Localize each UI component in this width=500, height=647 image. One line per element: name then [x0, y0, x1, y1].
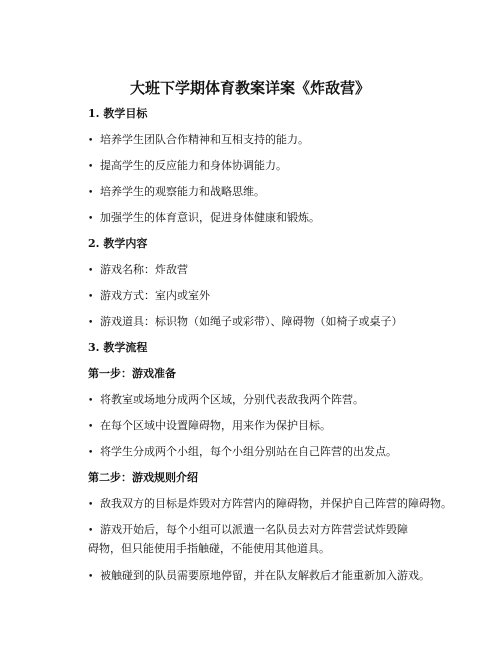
section-heading-content: 2. 教学内容 [88, 237, 148, 250]
list-item [88, 496, 452, 513]
step-heading-rules: 第二步：游戏规则介绍 [88, 471, 198, 484]
bullet-icon: • [88, 214, 94, 224]
list-item-text: 游戏名称：炸敌营 [100, 263, 188, 276]
list-item-text: 加强学生的体育意识，促进身体健康和锻炼。 [100, 211, 320, 224]
list-item [88, 568, 430, 585]
bullet-icon: • [88, 292, 94, 302]
list-item [88, 444, 397, 461]
bullet-icon: • [88, 266, 94, 276]
list-item-text: 被触碰到的队员需要原地停留，并在队友解救后才能重新加入游戏。 [100, 569, 430, 582]
step-heading-preparation: 第一步：游戏准备 [88, 367, 176, 380]
list-item-text: 游戏道具：标识物（如绳子或彩带）、障碍物（如椅子或桌子） [100, 315, 403, 328]
bullet-icon: • [88, 526, 94, 536]
list-item [88, 288, 210, 305]
list-item-text: 将教室或场地分成两个区域，分别代表敌我两个阵营。 [100, 393, 364, 406]
bullet-icon: • [88, 136, 94, 146]
list-item-text: 培养学生的观察能力和战略思维。 [100, 185, 265, 198]
bullet-icon: • [88, 318, 94, 328]
section-heading-process: 3. 教学流程 [88, 341, 148, 354]
list-item [88, 418, 331, 435]
list-item [88, 262, 188, 279]
list-item-text: 在每个区域中设置障碍物，用来作为保护目标。 [100, 419, 331, 432]
list-item-text: 游戏方式：室内或室外 [100, 289, 210, 302]
list-item [88, 314, 403, 331]
section-heading-objectives: 1. 教学目标 [88, 107, 148, 120]
bullet-icon: • [88, 162, 94, 172]
list-item [88, 158, 287, 175]
list-item-text: 将学生分成两个小组，每个小组分别站在自己阵营的出发点。 [100, 445, 397, 458]
list-item [88, 392, 364, 409]
list-item-text: 敌我双方的目标是炸毁对方阵营内的障碍物，并保护自己阵营的障碍物。 [100, 497, 452, 510]
list-item [88, 210, 320, 227]
bullet-icon: • [88, 396, 94, 406]
bullet-icon: • [88, 448, 94, 458]
bullet-icon: • [88, 572, 94, 582]
bullet-icon: • [88, 422, 94, 432]
bullet-icon: • [88, 188, 94, 198]
list-item-text: 提高学生的反应能力和身体协调能力。 [100, 159, 287, 172]
document-title: 大班下学期体育教案详案《炸敌营》 [129, 79, 370, 97]
bullet-icon: • [88, 500, 94, 510]
list-item [88, 132, 309, 149]
list-item [88, 521, 418, 557]
list-item-text: 培养学生团队合作精神和互相支持的能力。 [100, 133, 309, 146]
list-item-text: 游戏开始后，每个小组可以派遣一名队员去对方阵营尝试炸毁障碍物，但只能使用手指触碰，不能使用其他道具。 [88, 523, 408, 555]
list-item [88, 184, 265, 201]
